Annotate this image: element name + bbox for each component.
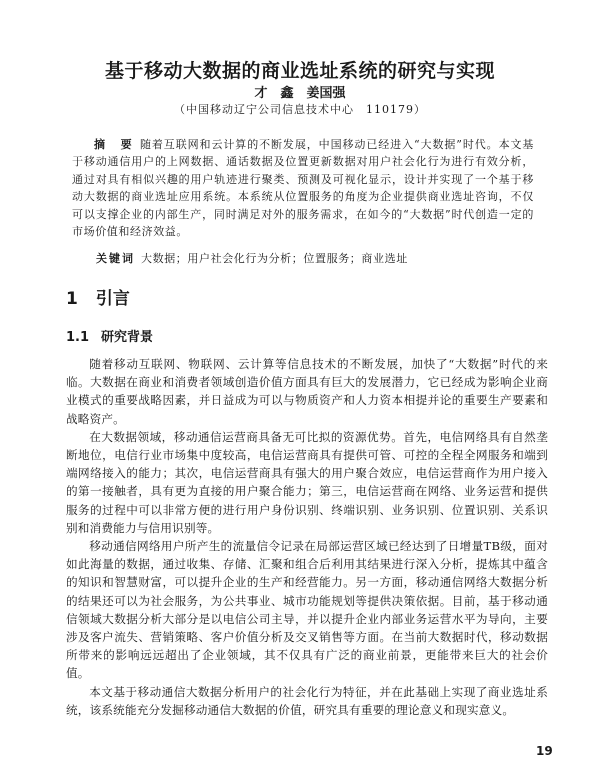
subsection-heading <box>66 326 153 345</box>
abstract-label: 摘 要 <box>94 138 134 151</box>
body-text <box>66 355 548 719</box>
authors: 才 鑫 姜国强 <box>254 86 346 101</box>
section-title: 引言 <box>95 289 130 309</box>
paragraph: 本文基于移动通信大数据分析用户的社会化行为特征，并在此基础上实现了商业选址系统，该系统能充分发掘移动通信大数据的价值，研究具有重要的理论意义和现实意义。 <box>66 684 548 717</box>
abstract <box>72 136 534 240</box>
paper-title: 基于移动大数据的商业选址系统的研究与实现 <box>104 60 495 82</box>
paragraph: 移动通信网络用户所产生的流量信令记录在局部运营区域已经达到了日增量TB级，面对如此海量的数据，通过收集、存储、汇聚和组合后利用其结果进行深入分析，提炼其中蕴含的知识和智慧财富，可以提升企业的生产和经营能力。另一方面，移动通信网络大数据分析的结果还可以为社会服务，为公共事业、城市功能规划等提供决策依据。目前，基于移动通信领域大数据分析大部分是以电信公司主导，并以提升企业内部业务运营水平为导向，主要涉及客户流失、营销策略、客户价值分析及交叉销售等方面。在当前大数据时代，移动数据所带来的影响远远超出了企业领域，其不仅具有广泛的商业前景，更能带来巨大的社会价值。 <box>66 539 548 681</box>
section-heading <box>66 284 130 309</box>
keywords <box>96 250 536 266</box>
paragraph: 在大数据领域，移动通信运营商具备无可比拟的资源优势。首先，电信网络具有自然垄断地位，电信行业市场集中度较高，电信运营商具有提供可管、可控的全程全网服务和端到端网络接入的能力；其次，电信运营商具有强大的用户聚合效应，电信运营商作为用户接入的第一接触者，具有更为直接的用户聚合能力；第三，电信运营商在网络、业务运营和提供服务的过程中可以非常方便的进行用户身份识别、终端识别、业务识别、位置识别、关系识别和消费能力与信用识别等。 <box>66 429 548 535</box>
keywords-label: 关键词 <box>96 252 135 265</box>
paragraph: 随着移动互联网、物联网、云计算等信息技术的不断发展，加快了“大数据”时代的来临。大数据在商业和消费者领域创造价值方面具有巨大的发展潜力，它已经成为影响企业商业模式的重要战略因素，并日益成为可以与物质资产和人力资本相提并论的重要生产要素和战略资产。 <box>66 357 548 426</box>
subsection-title: 研究背景 <box>101 330 154 345</box>
keywords-text: 大数据；用户社会化行为分析；位置服务；商业选址 <box>141 252 408 265</box>
section-number: 1 <box>66 289 78 309</box>
subsection-number: 1.1 <box>66 330 90 345</box>
page-number: 19 <box>536 744 553 758</box>
affiliation: （中国移动辽宁公司信息技术中心 110179） <box>174 103 426 116</box>
abstract-text: 随着互联网和云计算的不断发展，中国移动已经进入“大数据”时代。本文基于移动通信用户的上网数据、通话数据及位置更新数据对用户社会化行为进行有效分析，通过对具有相似兴趣的用户轨迹进行聚类、预测及可视化显示，设计并实现了一个基于移动大数据的商业选址应用系统。本系统从位置服务的角度为企业提供商业选址咨询，不仅可以支撑企业的内部生产，同时满足对外的服务需求，在如今的“大数据”时代创造一定的市场价值和经济效益。 <box>72 138 534 239</box>
